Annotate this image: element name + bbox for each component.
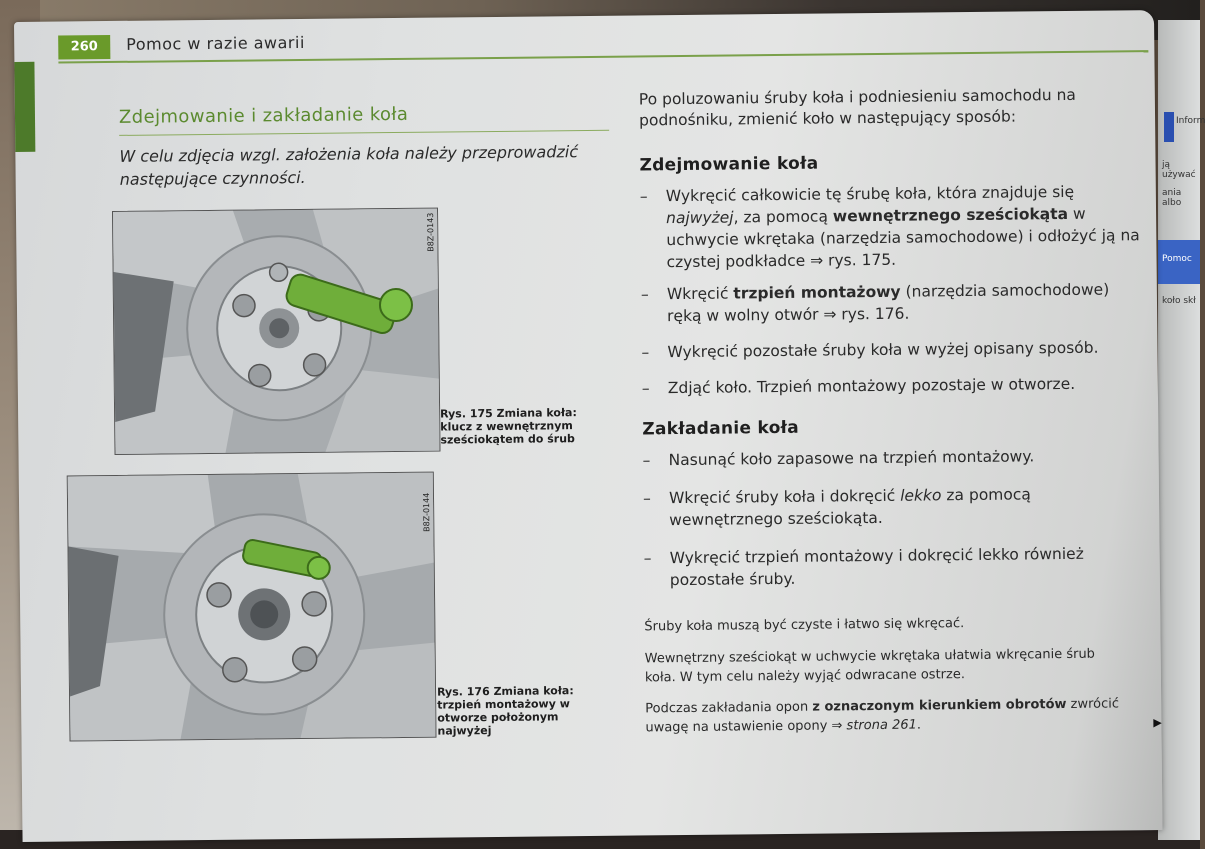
section-title: Zdejmowanie i zakładanie koła — [118, 103, 409, 128]
note-segment: Podczas zakładania opon — [645, 699, 813, 717]
step-dash: – — [639, 187, 648, 206]
step-text: Wkręcić — [666, 284, 734, 304]
figure-caption: Rys. 175 Zmiana koła: klucz z wewnętrznym sześciokątem do śrub — [440, 406, 577, 447]
step-text: , za pomocą — [733, 207, 833, 227]
next-page-text: ania albo — [1162, 188, 1182, 208]
figure-176 — [67, 472, 437, 742]
intro-text: W celu zdjęcia wzgl. założenia koła należy przeprowadzić następujące czynności. — [119, 142, 579, 189]
next-page-edge — [1158, 20, 1205, 840]
step-dash: – — [642, 451, 651, 470]
figure-caption: Rys. 176 Zmiana koła: trzpień montażowy w otworze położonym najwyżej — [436, 684, 574, 738]
step-text: za pomocą wewnętrznego sześciokąta. — [669, 485, 1031, 530]
step-dash: – — [641, 343, 650, 362]
note-segment: . — [916, 717, 922, 733]
note-text: Śruby koła muszą być czyste i łatwo się wkręcać. — [644, 616, 965, 635]
removal-step — [641, 278, 1141, 327]
note-strong: z oznaczonym kierunkiem obrotów — [812, 697, 1067, 715]
mount-step — [643, 482, 1143, 531]
removal-step — [642, 372, 1142, 399]
figure-code: B8Z-0143 — [426, 212, 436, 252]
continue-arrow-icon: ▶ — [1153, 716, 1162, 730]
step-emphasis: lekko — [900, 486, 942, 505]
step-text: (narzędzia samochodowe) ręką w wolny otwór ⇒ rys. 176. — [667, 280, 1110, 326]
step-strong: trzpień montażowy — [733, 282, 901, 303]
step-emphasis: najwyżej — [665, 208, 734, 228]
step-text: w uchwycie wkrętaka (narzędzia samochodowe) i odłożyć ją na czystej podkładce ⇒ rys. 175. — [666, 204, 1140, 272]
wheel-illustration — [113, 209, 440, 454]
step-dash: – — [642, 489, 651, 508]
step-text: Zdjąć koło. Trzpień montażowy pozostaje w otworze. — [667, 374, 1076, 398]
page-edge-marker — [14, 62, 35, 152]
step-text: Wykręcić całkowicie tę śrubę koła, która znajduje się — [665, 182, 1075, 206]
section-divider — [119, 130, 609, 136]
figure-code: B8Z-0144 — [421, 492, 432, 532]
next-page-text: ją używać — [1162, 160, 1196, 180]
removal-heading: Zdejmowanie koła — [639, 153, 819, 176]
mount-heading: Zakładanie koła — [642, 417, 800, 440]
info-icon — [1164, 112, 1174, 142]
note-segment: zwrócić uwagę na ustawienie opony ⇒ — [645, 696, 1120, 736]
removal-step — [641, 336, 1141, 363]
note-text — [645, 694, 1125, 737]
step-text: Nasunąć koło zapasowe na trzpień montażowy. — [668, 447, 1035, 470]
header-section: Pomoc w razie awarii — [126, 32, 305, 54]
page-reference: strona 261 — [846, 717, 917, 734]
step-text: Wykręcić pozostałe śruby koła w wyżej opisany sposób. — [667, 338, 1099, 362]
next-page-section-bar — [1158, 240, 1200, 284]
mount-step — [643, 444, 1143, 471]
step-dash: – — [641, 379, 650, 398]
step-strong: wewnętrznego sześciokąta — [832, 204, 1069, 226]
lead-paragraph: Po poluzowaniu śruby koła i podniesieniu samochodu na podnośniku, zmienić koło w następujący sposób: — [638, 85, 1076, 130]
step-text: Wkręcić śruby koła i dokręcić — [668, 486, 901, 508]
mount-step — [644, 542, 1144, 591]
step-dash: – — [643, 549, 652, 568]
removal-step — [640, 180, 1141, 273]
next-page-text: Pomoc — [1162, 254, 1192, 264]
wheel-illustration — [68, 473, 436, 741]
next-page-text: Inform — [1176, 116, 1205, 126]
manual-page — [14, 10, 1163, 842]
step-dash: – — [640, 285, 649, 304]
step-text: Wykręcić trzpień montażowy i dokręcić lekko również pozostałe śruby. — [669, 544, 1084, 590]
page-number: 260 — [58, 35, 110, 60]
note-text: Wewnętrzny sześciokąt w uchwycie wkrętaka ułatwia wkręcanie śrub koła. W tym celu należy wyjąć odwracane ostrze. — [644, 646, 1095, 686]
figure-175 — [112, 208, 441, 455]
next-page-text: koło skł — [1162, 296, 1196, 306]
